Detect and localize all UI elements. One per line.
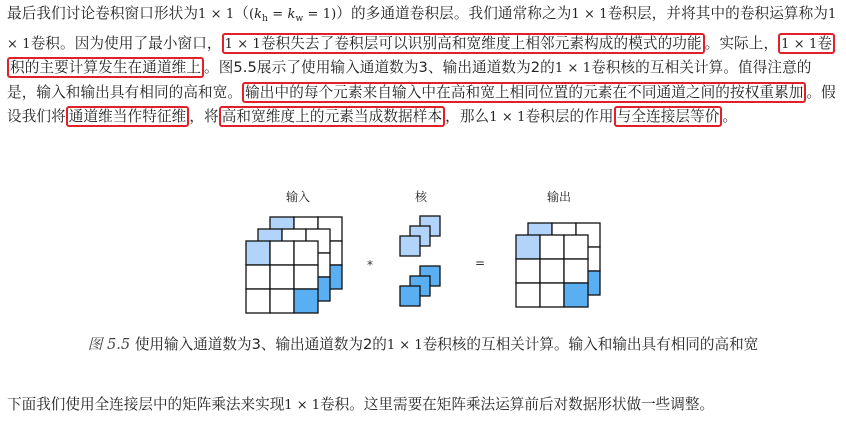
input-channel-1-cell — [270, 289, 294, 313]
math-1x1: 1 × 1 — [7, 7, 837, 52]
output-channel-1-cell — [564, 283, 588, 307]
kernel-upper-cell — [400, 236, 420, 256]
figure-5-5 — [0, 180, 846, 320]
input-channel-1-cell — [246, 289, 270, 313]
caption-number: 图 5.5 — [87, 336, 131, 353]
bottom-math: 1 × 1 — [284, 398, 320, 413]
input-channel-1-cell — [294, 265, 318, 289]
times-operator: * — [367, 258, 373, 272]
text-run: 。实际上， — [704, 34, 779, 52]
bottom-paragraph — [7, 393, 714, 414]
output-label: 输出 — [547, 190, 572, 204]
input-channel-1-cell — [246, 265, 270, 289]
highlight-box-1: 1 × 1卷积失去了卷积层可以识别高和宽维度上相邻元素构成的模式的功能 — [222, 33, 705, 54]
input-channel-1-cell — [270, 241, 294, 265]
figure-caption — [0, 333, 846, 354]
output-channel-1-cell — [516, 235, 540, 259]
math-1x1: 1 × 1 — [571, 7, 608, 22]
text-run: 卷积核的互相关计算。值得注意的是，输入和输出具有相同的高和宽。 — [7, 59, 812, 102]
output-channel-1-cell — [564, 259, 588, 283]
body-paragraph — [7, 2, 839, 130]
input-channel-1-cell — [294, 289, 318, 313]
highlight-box-4: 通道维当作特征维 — [66, 106, 190, 127]
output-channel-1-cell — [516, 283, 540, 307]
math-1x1: 1 × 1 — [489, 109, 526, 125]
text-run: 。假设我们将 — [7, 84, 836, 125]
kernel-label: 核 — [415, 190, 428, 204]
output-channel-1-cell — [540, 259, 564, 283]
bottom-text: 下面我们使用全连接层中的矩阵乘法来实现 — [7, 396, 285, 413]
output-channel-1-cell — [540, 235, 564, 259]
highlight-box-3: 输出中的每个元素来自输入中在高和宽上相同位置的元素在不同通道之间的按权重累加 — [242, 82, 806, 103]
highlight-box-6: 与全连接层等价 — [614, 106, 723, 127]
highlight-box-5: 高和宽维度上的元素当成数据样本 — [219, 106, 445, 127]
text-run: 。 — [722, 107, 738, 125]
kernel-lower-cell — [400, 286, 420, 306]
text-run: 。图5.5展示了使用输入通道数为3、输出通道数为2的 — [204, 59, 555, 77]
bottom-text-2: 卷积。这里需要在矩阵乘法运算前后对数据形状做一些调整。 — [320, 396, 715, 413]
output-channel-1-cell — [564, 235, 588, 259]
text-run: ）的多通道卷积层。我们通常称之为 — [336, 5, 572, 22]
caption-math: 1 × 1 — [386, 338, 423, 353]
text-run: 最后我们讨论卷积窗口形状为 — [7, 5, 199, 22]
text-run: ，那么 — [445, 107, 490, 125]
figure-drawing — [0, 180, 846, 320]
text-run: 卷积。因为使用了最小窗口， — [30, 34, 222, 52]
caption-text-2: 卷积核的互相关计算。输入和输出具有相同的高和宽 — [422, 336, 759, 353]
input-label: 输入 — [286, 190, 311, 204]
math-1x1: 1 × 1 — [554, 61, 592, 77]
math-1x1: 1 × 1 — [198, 7, 235, 22]
caption-text: 使用输入通道数为3、输出通道数为2的 — [134, 336, 387, 353]
equals-operator: = — [475, 256, 486, 270]
input-channel-1-cell — [270, 265, 294, 289]
highlight-box-2: 1 × 1卷积的主要计算发生在通道维上 — [7, 33, 835, 79]
output-channel-1-cell — [516, 259, 540, 283]
text-run: 卷积层的作用 — [525, 107, 614, 125]
text-run: 卷积层，并将其中的卷积运算称为 — [607, 5, 829, 22]
output-channel-1-cell — [540, 283, 564, 307]
math-kh-kw-equation: $(k_h = k_w = 1)$ — [248, 7, 337, 24]
input-channel-1-cell — [294, 241, 318, 265]
text-run: （ — [234, 5, 249, 22]
input-channel-1-cell — [246, 241, 270, 265]
text-run: ，将 — [189, 107, 219, 125]
